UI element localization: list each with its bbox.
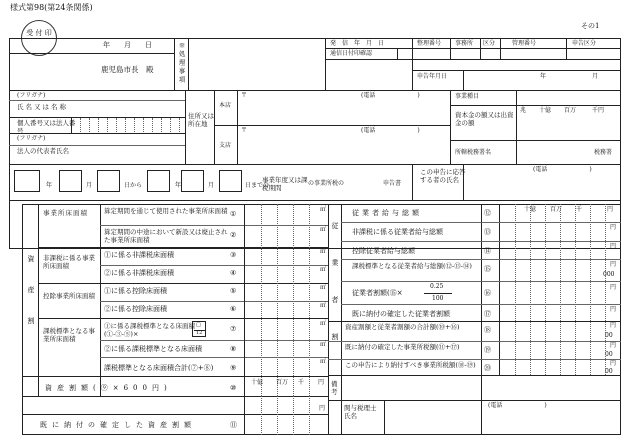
emp-unit-yen: 円 [607, 206, 614, 213]
asset-values[interactable] [245, 204, 327, 396]
asset-tax-unit-yen: 円 [318, 379, 325, 386]
unit-row-5: ㎡ [320, 284, 327, 291]
emp-row-8-unit: 円 [610, 342, 617, 349]
contact-tel: (電話 ) [533, 166, 592, 173]
tax-accountant-label: 関与税理士氏名 [344, 404, 377, 420]
remarks-label: 備考 [331, 380, 338, 396]
asset-row-3-no: ③ [230, 251, 237, 259]
processing-label: ※処理事項 [177, 42, 186, 85]
addressee: 鹿児島市長 殿 [101, 65, 154, 74]
asset-tax-values[interactable] [245, 396, 327, 435]
asset-row-1-no: ① [230, 210, 237, 218]
capital-label: 資本金の額又は出資金の額 [455, 111, 514, 127]
period-month-box[interactable] [59, 170, 82, 192]
emp-row-4: 課税標準となる従業者給与総額(⑫-⑬-⑭) [352, 262, 472, 270]
month-fraction [192, 321, 206, 337]
asset-row-5: ①に係る控除床面積 [104, 287, 167, 295]
emp-row-7-unit: 円 [610, 322, 617, 329]
capital-unit-10oku: 十億 [539, 107, 552, 114]
emp-row-9-value: 00 [605, 368, 613, 375]
asset-row-7: ①に係る課税標準となる床面積(①-③-⑤)× [104, 322, 195, 338]
period-to-day: 日までの [245, 182, 270, 189]
capital-unit-million: 百万 [564, 107, 577, 114]
declare-type-label: 申告区分 [572, 40, 597, 47]
capital-unit-thousand: 千円 [592, 107, 605, 114]
period-to-month-box[interactable] [181, 170, 204, 192]
declare-year-label: 年 [540, 73, 547, 80]
unit-row-9: ㎡ [320, 358, 327, 365]
period-from-month: 月 [86, 182, 93, 189]
fraction-denominator: 12 [196, 330, 203, 336]
period-to-month: 月 [208, 182, 215, 189]
tax-office-suffix: 税務署 [594, 149, 613, 156]
declare-date-label: 申告年月日 [417, 73, 448, 80]
furigana-label-2: (フリガナ) [17, 135, 46, 142]
declaration-label: 申告書 [383, 180, 402, 187]
head-office-label: 本店 [219, 102, 232, 109]
asset-tax-unit-10oku: 十億 [251, 379, 264, 386]
emp-row-1: 従業者給与総額 [352, 209, 422, 217]
emp-row-9-unit: 円 [610, 360, 617, 367]
submission-date: 年 月 日 [103, 41, 152, 49]
emp-row-6: 既に納付の確定した従業者割額 [352, 310, 450, 318]
emp-unit-million: 百万 [550, 206, 563, 213]
emp-row-3-unit: 円 [610, 243, 617, 250]
emp-row-1-no: ⑫ [484, 209, 491, 217]
emp-row-5-frac-den: 100 [432, 295, 444, 302]
reference-no-label: 整理番号 [417, 40, 442, 47]
sent-date-label: 発 信 年 月 日 [330, 40, 385, 47]
period-label: 事業年度又は課税期間 [262, 176, 308, 192]
emp-row-5-no: ⑯ [484, 289, 491, 297]
emp-row-2-unit: 円 [610, 224, 617, 231]
branch-tel: (電話 ) [361, 127, 420, 134]
unit-row-6: ㎡ [320, 302, 327, 309]
asset-row-8-no: ⑧ [230, 345, 237, 353]
contact-label: この申告に応答する者の氏名 [420, 168, 466, 184]
fraction-numerator: □ [196, 322, 201, 328]
emp-row-4-unit: 円 [610, 261, 617, 268]
unit-row-1: ㎡ [320, 206, 327, 213]
address-label: 住所又は所在地 [188, 112, 214, 128]
emp-row-8-value: 00 [605, 351, 613, 358]
prior-asset-tax-no: ⑪ [230, 421, 237, 429]
emp-row-5: 従業者割額(⑮× [352, 289, 403, 297]
asset-tax-unit-thousand: 千 [298, 379, 305, 386]
asset-row-6: ②に係る控除床面積 [104, 305, 167, 313]
capital-unit-cho: 兆 [520, 107, 527, 114]
asset-row-3: ①に係る非課税床面積 [104, 251, 174, 259]
asset-row-7-no: ⑦ [230, 325, 237, 333]
name-label: 氏名又は名称 [17, 103, 68, 111]
form-number: 様式第98(第24条関係) [10, 3, 93, 12]
emp-unit-thousand: 千 [576, 206, 583, 213]
emp-row-8: 既に納付の確定した事業所税額(⑪+⑰) [345, 343, 460, 351]
reception-stamp: 受 付 印 [21, 20, 57, 56]
unit-row-2: ㎡ [320, 226, 327, 233]
asset-row-2-no: ② [230, 231, 237, 239]
id-number-boxes[interactable] [72, 118, 185, 132]
emp-row-7-no: ⑱ [484, 326, 491, 334]
emp-row-6-unit: 円 [610, 306, 617, 313]
period-to-year-box[interactable] [147, 170, 170, 192]
id-number-label: 個人番号又は法人番号 [17, 119, 76, 135]
unit-row-4: ㎡ [320, 266, 327, 273]
asset-row-1: 算定期間を通じて使用された事業所床面積 [104, 207, 228, 215]
emp-unit-10oku: 十億 [524, 206, 537, 213]
period-to-day-box[interactable] [219, 170, 242, 192]
branch-postal: 〒 [241, 127, 248, 134]
emp-row-3-no: ⑭ [484, 247, 491, 255]
employee-side-label: 従業者割 [331, 222, 339, 370]
asset-tax-unit-million: 百万 [276, 379, 289, 386]
prior-asset-tax-label: 既に納付の確定した資産割額 [40, 421, 196, 429]
asset-row-2: 算定期間の中途において新設又は廃止された事業所床面積 [104, 228, 228, 244]
emp-row-5-frac-num: 0.25 [430, 283, 444, 290]
group-floor-area: 事業所床面積 [43, 209, 88, 217]
unit-row-3: ㎡ [320, 248, 327, 255]
period-day-box[interactable] [97, 170, 120, 192]
emp-row-9: この申告により納付すべき事業所税額(⑱-⑲) [345, 361, 476, 369]
representative-label: 法人の代表者氏名 [17, 147, 69, 155]
emp-row-4-no: ⑮ [484, 265, 491, 273]
category-label: 区分 [483, 40, 496, 47]
employee-values[interactable] [500, 204, 620, 375]
declare-month-label: 月 [592, 73, 599, 80]
emp-row-5-unit: 円 [610, 284, 617, 291]
emp-row-2: 非課税に係る従業者給与総額 [352, 228, 443, 236]
emp-row-7-value: 00 [605, 332, 613, 339]
group-deduct-area: 控除事業所床面積 [43, 292, 95, 300]
unit-row-7: ㎡ [320, 320, 327, 327]
head-office-tel: (電話 ) [361, 92, 420, 99]
emp-row-3: 控除従業者給与総額 [352, 247, 415, 255]
period-year-box[interactable] [14, 170, 40, 192]
prior-asset-tax-unit: 円 [319, 405, 326, 412]
emp-row-4-value: 000 [603, 271, 615, 278]
emp-row-9-no: ⑳ [484, 364, 491, 372]
asset-row-9: 課税標準となる床面積合計(⑦+⑧) [104, 364, 214, 372]
head-office-postal: 〒 [241, 92, 248, 99]
asset-row-5-no: ⑤ [230, 287, 237, 295]
tax-accountant-tel: (電話 ) [488, 402, 547, 409]
tax-office-label: 所轄税務署名 [455, 149, 492, 156]
comm-date-check-label: 通信日付印確認 [330, 50, 373, 57]
furigana-label-1: (フリガナ) [17, 92, 46, 99]
asset-row-4-no: ④ [230, 269, 237, 277]
business-label: 事業種目 [455, 93, 480, 100]
asset-tax-no: ⑩ [230, 384, 237, 392]
office-label: 事務所 [455, 40, 474, 47]
emp-row-8-no: ⑲ [484, 346, 491, 354]
asset-row-6-no: ⑥ [230, 305, 237, 313]
emp-row-6-no: ⑰ [484, 310, 491, 318]
asset-tax-label: 資産割額(⑨×600円) [45, 384, 172, 392]
period-from-year: 年 [46, 182, 53, 189]
unit-row-8: ㎡ [320, 341, 327, 348]
period-to-year: 年 [175, 182, 182, 189]
asset-row-4: ②に係る非課税床面積 [104, 269, 174, 277]
asset-row-9-no: ⑨ [230, 364, 237, 372]
emp-row-7: 資産割額と従業者割額の合計額(⑩+⑯) [345, 323, 460, 331]
period-of-label: の事業所税の [308, 180, 345, 187]
asset-side-label: 資産割 [27, 255, 35, 348]
asset-row-8: ②に係る課税標準となる床面積 [104, 345, 202, 353]
control-no-label: 管理番号 [512, 40, 537, 47]
group-nontax-area: 非課税に係る事業所床面積 [43, 254, 95, 270]
period-from-day: 日から [124, 182, 143, 189]
group-taxable-area: 課税標準となる事業所床面積 [43, 327, 95, 343]
branch-label: 支店 [219, 142, 232, 149]
page-number: その1 [581, 22, 600, 30]
emp-row-2-no: ⑬ [484, 228, 491, 236]
